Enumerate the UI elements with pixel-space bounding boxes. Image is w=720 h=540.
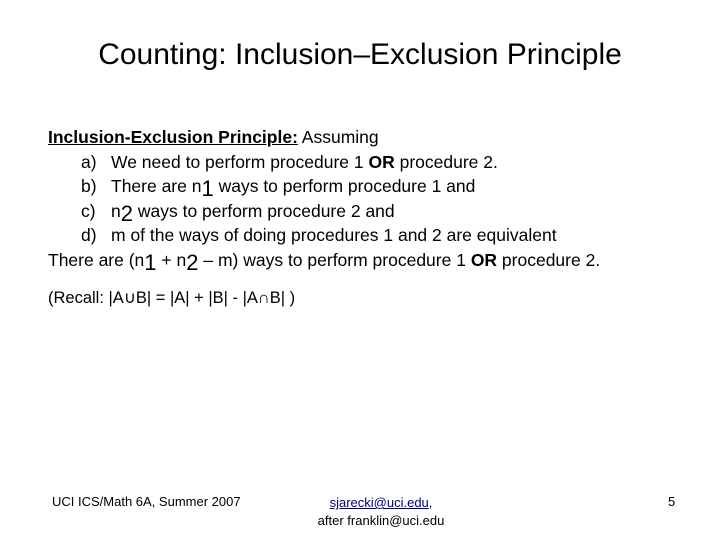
item-subscript: 1	[201, 176, 214, 201]
item-text: m of the ways of doing procedures 1 and 2 are equivalent	[111, 225, 557, 245]
list-item	[48, 199, 708, 224]
conclusion-line	[48, 248, 708, 273]
intersection-symbol: ∩	[257, 289, 270, 307]
item-label: a)	[81, 151, 97, 172]
slide-body	[48, 125, 708, 275]
conclusion-bold: OR	[470, 249, 498, 270]
list-item	[48, 223, 708, 248]
item-label: c)	[81, 200, 96, 221]
recall-formula	[48, 288, 295, 308]
conclusion-text: procedure 2.	[497, 249, 601, 270]
union-symbol: ∪	[123, 289, 136, 307]
recall-text: (Recall: |A	[48, 289, 124, 307]
conclusion-text: – m) ways to perform procedure 1	[198, 249, 471, 270]
list-item	[48, 150, 708, 175]
item-text-end: ways to perform procedure 1 and	[213, 176, 476, 196]
conclusion-text: There are (n	[48, 249, 145, 270]
conclusion-subscript: 2	[186, 249, 199, 275]
item-label: d)	[81, 225, 97, 245]
item-label: b)	[81, 176, 97, 196]
list-item	[48, 174, 708, 199]
principle-heading: Inclusion-Exclusion Principle:	[48, 127, 298, 147]
footer-course: UCI ICS/Math 6A, Summer 2007	[52, 494, 241, 509]
conclusion-text: + n	[156, 249, 187, 270]
item-text-end: procedure 2.	[394, 151, 498, 172]
page-number: 5	[668, 494, 676, 509]
email-suffix: ,	[428, 495, 433, 510]
item-text: We need to perform procedure 1	[111, 151, 369, 172]
item-bold: OR	[368, 151, 395, 172]
item-text-end: ways to perform procedure 2 and	[132, 200, 395, 221]
item-text: n	[111, 200, 121, 221]
recall-text: B| )	[269, 289, 296, 307]
recall-text: B| = |A| + |B| - |A	[135, 289, 258, 307]
slide-title: Counting: Inclusion–Exclusion Principle	[98, 38, 622, 71]
footer-credits	[292, 494, 470, 530]
conclusion-subscript: 1	[144, 249, 157, 275]
heading-rest: Assuming	[297, 127, 379, 147]
email-link[interactable]: sjarecki@uci.edu	[329, 495, 429, 510]
item-text: There are n	[111, 176, 202, 196]
footer-credit: after franklin@uci.edu	[317, 513, 445, 528]
heading-line	[48, 125, 708, 150]
item-subscript: 2	[120, 200, 133, 226]
